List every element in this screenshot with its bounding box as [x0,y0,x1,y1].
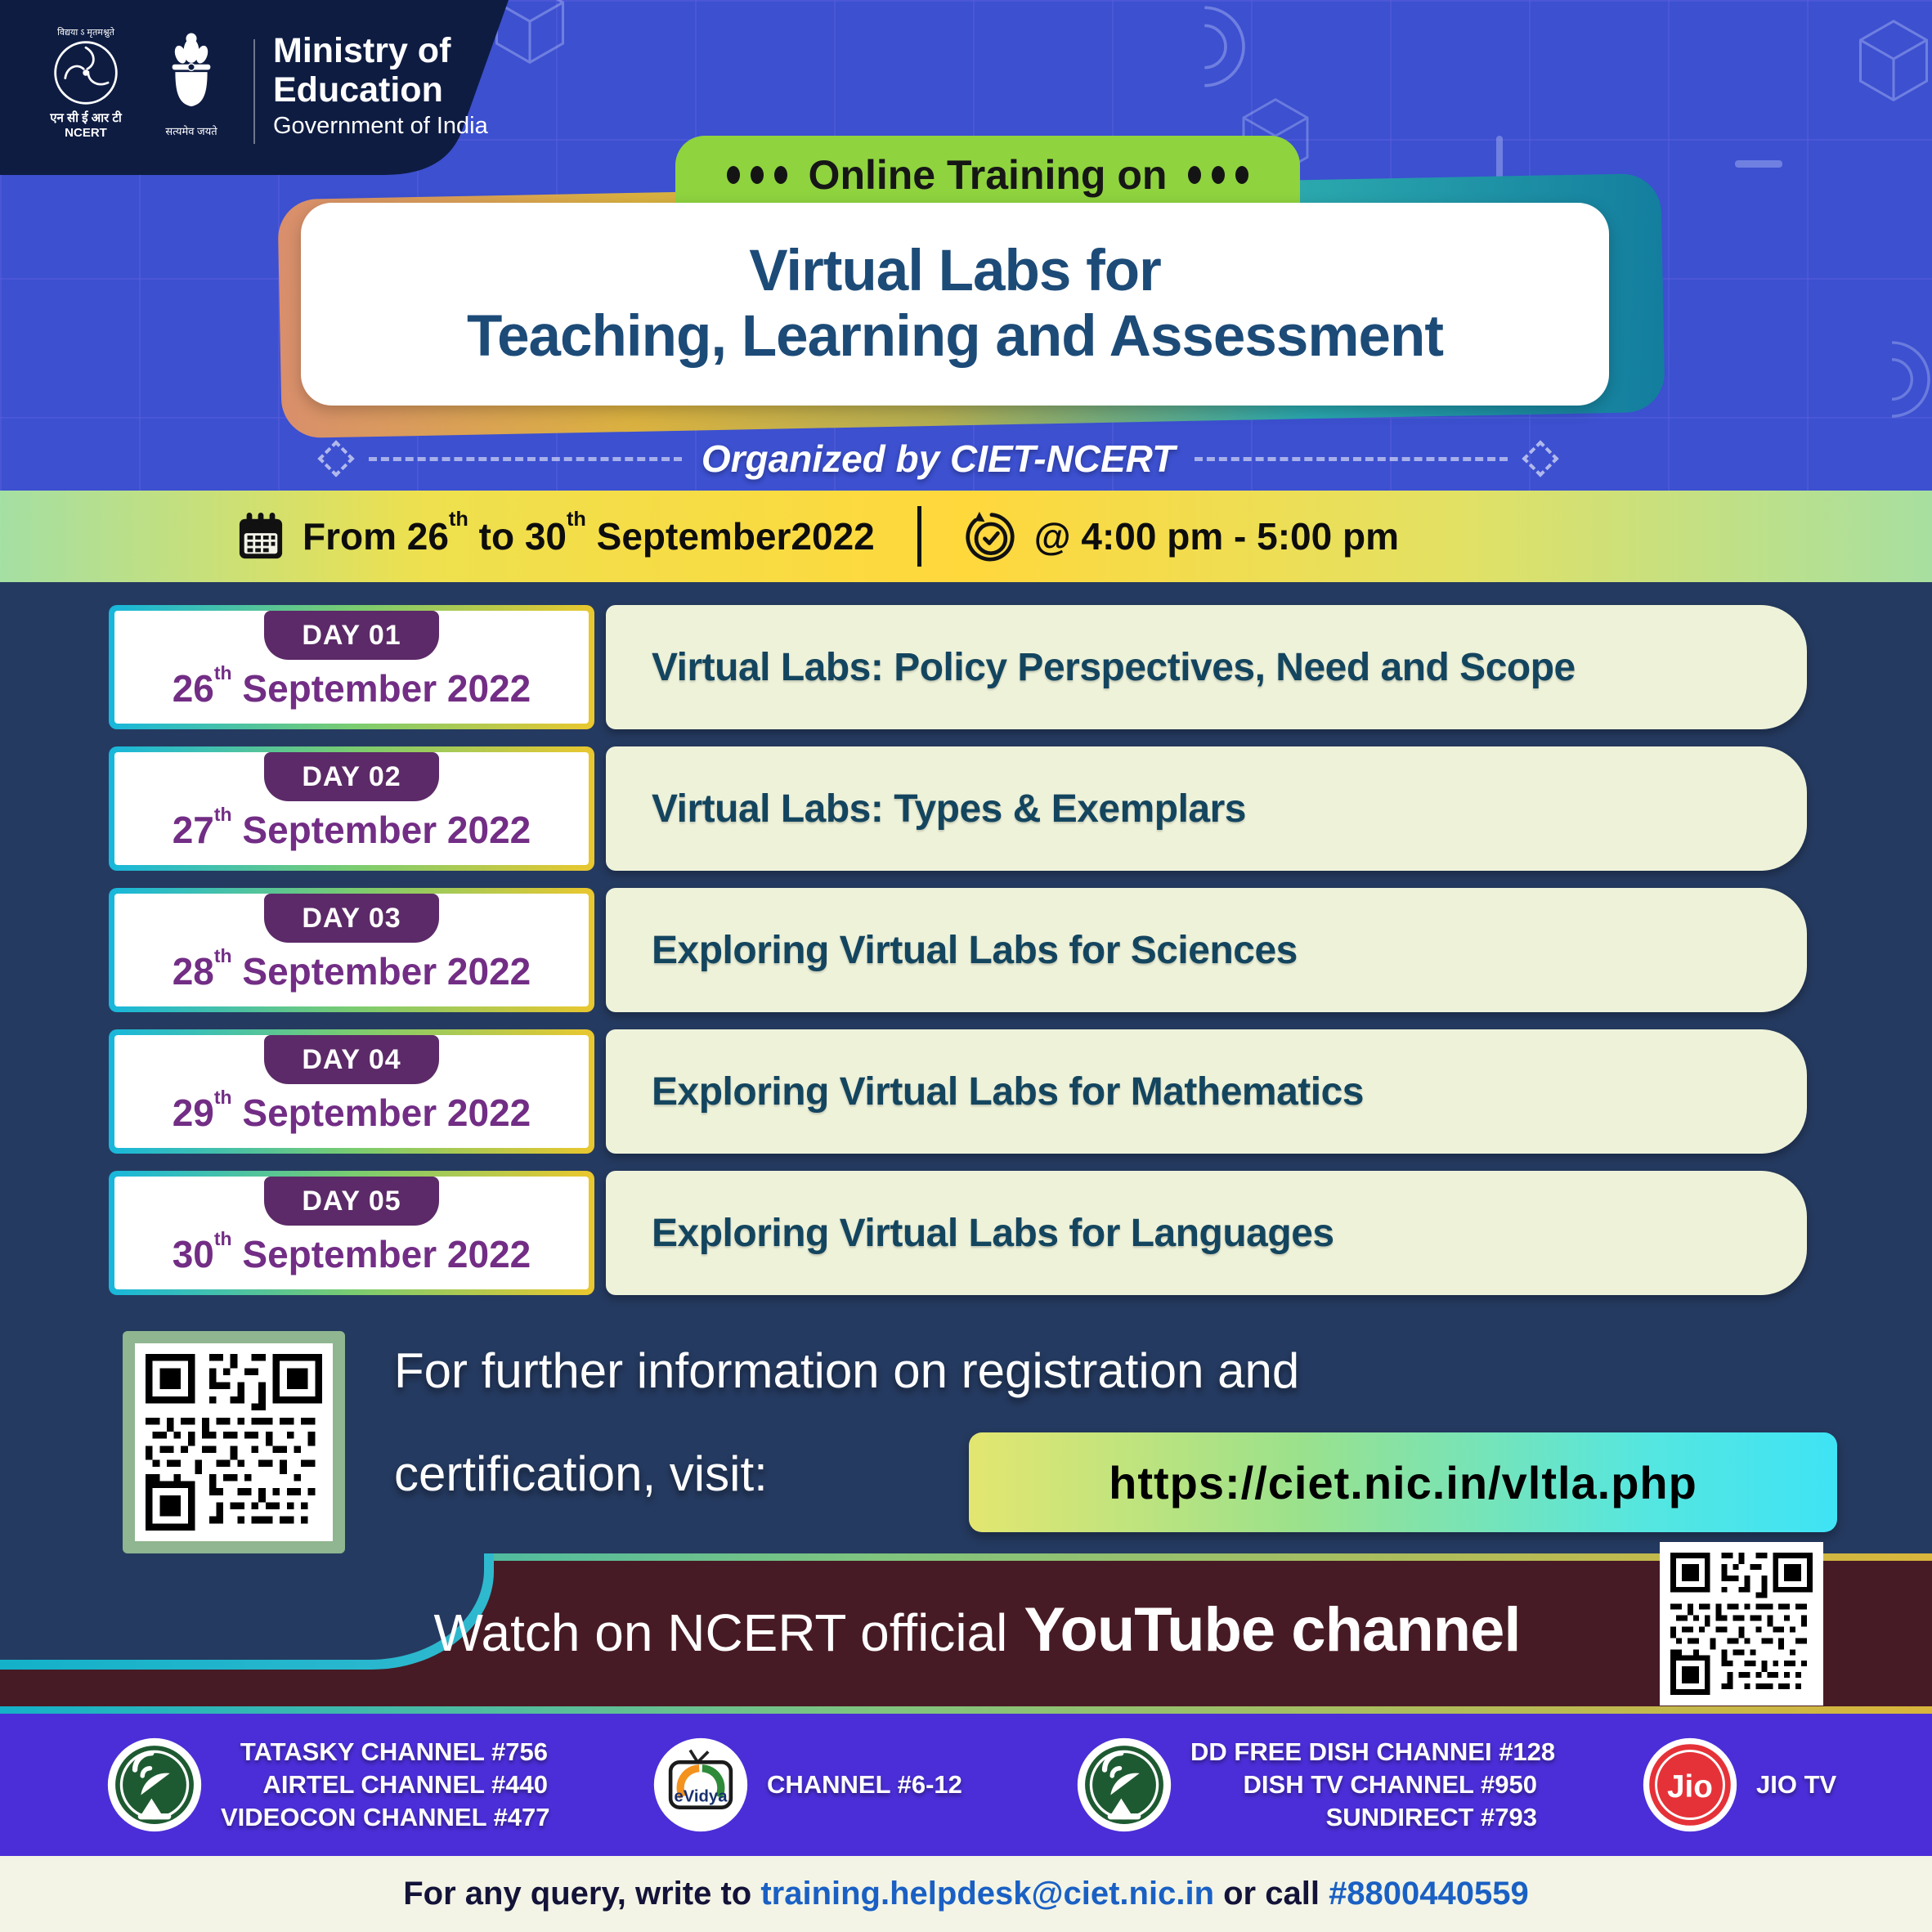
day-tab: DAY 04 [264,1035,439,1084]
schedule-list [109,605,1807,1312]
schedule-row [109,605,1807,729]
diamond-decoration [317,440,354,477]
evidya-channel-group [652,1714,962,1856]
topic-bar [606,888,1807,1012]
helpdesk-phone[interactable]: #8800440559 [1329,1876,1529,1912]
clock-icon [964,510,1016,563]
date-card [109,746,594,871]
channel-list [1756,1768,1836,1801]
query-footer [0,1856,1932,1932]
topic-label: Exploring Virtual Labs for Mathematics [652,1069,1364,1114]
topic-bar [606,1171,1807,1295]
schedule-row [109,1029,1807,1154]
dots-decoration [1188,166,1248,184]
ncert-emblem-icon [52,38,120,107]
channel-list [221,1736,548,1834]
topic-label: Exploring Virtual Labs for Sciences [652,928,1298,972]
dots-decoration [727,166,787,184]
freedish-channel-group [1076,1714,1556,1856]
schedule-row [109,746,1807,871]
title-card [301,203,1609,406]
time-range: @ 4:00 pm - 5:00 pm [1033,515,1399,558]
channel-line: AIRTEL CHANNEL #440 [262,1770,548,1799]
dashed-line-decoration [369,457,682,461]
day-tab: DAY 05 [264,1177,439,1226]
satellite-dish-icon [1076,1737,1172,1833]
arc-outline-icon [1849,337,1932,422]
title-line1: Virtual Labs for [749,239,1161,303]
day-tab: DAY 01 [264,611,439,660]
youtube-prefix: Watch on NCERT official [433,1603,1008,1662]
svg-text:Jio: Jio [1667,1768,1713,1804]
topic-bar [606,1029,1807,1154]
jio-logo [1642,1737,1738,1833]
svg-text:eVidya: eVidya [674,1787,728,1806]
schedule-row [109,1171,1807,1295]
title-line2: Teaching, Learning and Assessment [466,304,1444,369]
youtube-qr-code [1660,1542,1823,1706]
tv-channels-band [0,1714,1932,1856]
ncert-hindi-motto: विद्यया ऽ मृतमश्नुते [57,28,114,38]
youtube-callout [352,1594,1603,1665]
ncert-logo [45,28,127,141]
date-card [109,1171,594,1295]
channel-line: CHANNEL #6-12 [767,1770,962,1799]
organizer-label: Organized by CIET-NCERT [701,437,1176,480]
date-card [109,605,594,729]
channel-line: TATASKY CHANNEL #756 [240,1737,548,1766]
channel-list [767,1768,962,1801]
emblem-motto: सत्यमेव जयते [165,125,217,137]
day-date: 29th September 2022 [172,1087,531,1134]
ncert-label: NCERT [65,126,107,140]
footer-text: For any query, write to training.helpdesk@ciet.nic.in or call #8800440559 [403,1876,1529,1912]
channel-line: JIO TV [1756,1770,1837,1799]
ashoka-emblem-icon [164,28,218,119]
topic-bar [606,605,1807,729]
channel-line: DISH TV CHANNEL #950 [1243,1770,1537,1799]
registration-info-line1: For further information on registration and [394,1343,1300,1398]
arc-outline-icon [1163,2,1253,92]
evidya-logo [652,1737,749,1833]
date-card [109,888,594,1012]
ncert-hindi-label: एन सी ई आर टी [50,111,122,125]
satellite-dish-icon [106,1737,203,1833]
date-card [109,1029,594,1154]
diamond-decoration [1522,440,1558,477]
registration-url-chip[interactable] [969,1432,1837,1532]
date-range: From 26th to 30th September2022 [303,508,875,558]
topic-label: Exploring Virtual Labs for Languages [652,1211,1334,1255]
ministry-title [273,31,488,142]
channel-line: SUNDIRECT #793 [1325,1803,1537,1831]
topic-label: Virtual Labs: Types & Exemplars [652,787,1246,831]
day-tab: DAY 02 [264,752,439,801]
registration-qr-code [123,1331,345,1553]
calendar-icon [237,511,285,562]
topic-label: Virtual Labs: Policy Perspectives, Need and Scope [652,645,1576,689]
date-time-band [0,491,1932,582]
national-emblem [157,28,226,137]
jio-channel-group [1642,1714,1836,1856]
dash-decoration [1735,160,1782,168]
helpdesk-email[interactable]: training.helpdesk@ciet.nic.in [760,1876,1214,1912]
registration-info-line2: certification, visit: [394,1446,768,1501]
ministry-line1: Ministry of [273,31,451,70]
day-date: 28th September 2022 [172,945,531,993]
organizer-row [323,437,1553,481]
channel-line: VIDEOCON CHANNEL #477 [221,1803,550,1831]
topic-bar [606,746,1807,871]
band-bottom-line [0,1706,1932,1714]
ministry-line3: Government of India [273,113,488,139]
channel-list [1190,1736,1556,1834]
band-divider [917,506,921,567]
banner-label: Online Training on [808,152,1168,198]
cube-outline-icon [1853,18,1932,106]
channel-line: DD FREE DISH CHANNEI #128 [1190,1737,1556,1766]
day-tab: DAY 03 [264,894,439,943]
dashed-line-decoration [1195,457,1508,461]
header-divider [253,39,255,144]
youtube-channel-label: YouTube channel [1024,1595,1521,1665]
day-date: 27th September 2022 [172,804,531,851]
day-date: 30th September 2022 [172,1228,531,1275]
day-date: 26th September 2022 [172,662,531,710]
government-header [0,0,523,178]
registration-url[interactable]: https://ciet.nic.in/vltla.php [1109,1456,1697,1508]
dth-channel-group [106,1714,548,1856]
schedule-row [109,888,1807,1012]
ministry-line2: Education [273,70,443,110]
